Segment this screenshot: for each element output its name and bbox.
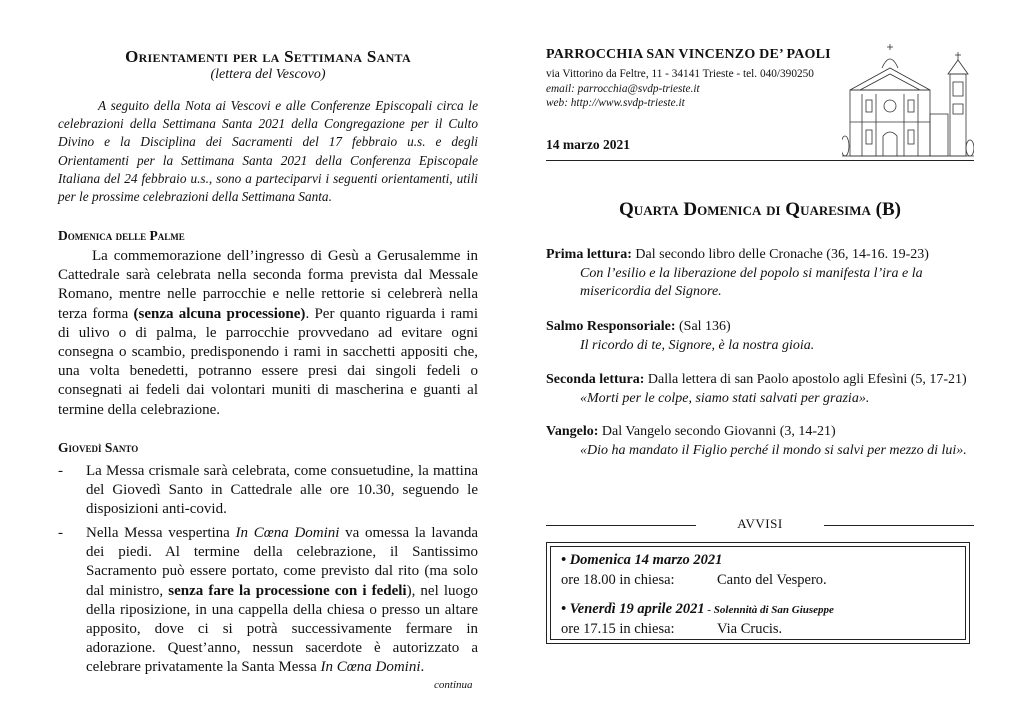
event-2-desc: Via Crucis. [717, 621, 783, 637]
event-2-title [561, 601, 834, 618]
b2-end: . [420, 659, 425, 676]
section-heading-palme: Domenica delle Palme [58, 228, 185, 243]
event-2-note: - Solennità di San Giuseppe [704, 604, 834, 616]
avvisi-line-right [824, 525, 974, 526]
event-2-title-text: • Venerdì 19 aprile 2021 [561, 601, 705, 617]
bullet-text-2 [86, 524, 478, 678]
bullet-item-1 [58, 462, 478, 520]
reading-4-text: Dal Vangelo secondo Giovanni (3, 14-21) [598, 424, 836, 439]
event-1-desc: Canto del Vespero. [717, 572, 827, 588]
event-1-title: • Domenica 14 marzo 2021 [561, 552, 723, 568]
palme-text-2: . Per quanto riguarda i rami di ulivo o di palma, le parrocchie provvedano ad evitare ogni consegna o scambio, predisponendo i rami in sacchetti appositi che, una volta benedetti, potranno essere presi dai singoli fedeli o consegnati ai fedeli dai volontari muniti di mascherina e guanti al termine della celebrazione. [58, 305, 478, 418]
avvisi-box-inner [550, 546, 966, 640]
page-title: Orientamenti per la Settimana Santa [125, 47, 411, 66]
bullet-dash-1: - [58, 463, 63, 479]
avvisi-header [546, 516, 974, 532]
parish-address: via Vittorino da Feltre, 11 - 34141 Trieste - tel. 040/390250 [546, 68, 814, 80]
parish-email: email: parrocchia@svdp-trieste.it [546, 83, 700, 95]
reading-3 [546, 371, 974, 408]
b2-part-a: Nella Messa vespertina [86, 525, 236, 541]
reading-2-quote: Il ricordo di te, Signore, è la nostra gioia. [580, 337, 815, 353]
reading-4-label: Vangelo: [546, 424, 599, 439]
church-drawing-icon [842, 44, 974, 162]
reading-1-label: Prima lettura: [546, 247, 632, 262]
avvisi-label: AVVISI [737, 516, 783, 531]
bulletin-date: 14 marzo 2021 [546, 137, 630, 152]
bullet-text-1: La Messa crismale sarà celebrata, come consuetudine, la mattina del Giovedì Santo in Cattedrale alle ore 10.30, seguendo le disposizioni anti-covid. [86, 463, 478, 518]
reading-3-text: Dalla lettera di san Paolo apostolo agli Efesìni (5, 17-21) [644, 372, 967, 387]
reading-1-quote: Con l’esilio e la liberazione del popolo si manifesta l’ira e la misericordia del Signore. [580, 265, 923, 299]
reading-2-label: Salmo Responsoriale: [546, 319, 676, 334]
reading-2-text: (Sal 136) [675, 319, 731, 334]
continua-label: continua [434, 679, 473, 691]
b2-bold: senza fare la processione con i fedeli [168, 582, 407, 599]
bullet-item-2 [58, 524, 478, 678]
avvisi-box [546, 542, 970, 644]
reading-3-label: Seconda lettura: [546, 372, 645, 387]
palme-text-bold: (senza alcuna processione) [133, 305, 306, 322]
sunday-title: Quarta Domenica di Quaresima (B) [619, 199, 901, 220]
reading-3-quote: «Morti per le colpe, siamo stati salvati per grazia». [580, 390, 870, 406]
intro-paragraph: A seguito della Nota ai Vescovi e alle Conferenze Episcopali circa le celebrazioni della Settimana Santa 2021 della Congregazione per il Culto Divino e la Disciplina dei Sacramenti del 17 febbraio u.s. e degli Orientamenti per la Settimana Santa 2021 della Conferenza Episcopale Italiana del 24 febbraio u.s., sono a parteciparvi i seguenti orientamenti, utili per le prossime celebrazioni della Settimana Santa. [58, 98, 478, 205]
reading-1-text: Dal secondo libro delle Cronache (36, 14-16. 19-23) [631, 247, 929, 262]
b2-italic-a: In Cœna Domini [235, 525, 340, 541]
page-subtitle: (lettera del Vescovo) [210, 67, 326, 82]
reading-4-quote: «Dio ha mandato il Figlio perché il mondo si salvi per mezzo di lui». [580, 442, 967, 458]
event-1-time: ore 18.00 in chiesa: [561, 572, 675, 588]
header-divider [546, 160, 974, 161]
reading-4 [546, 423, 974, 460]
reading-2 [546, 318, 974, 355]
event-2-time: ore 17.15 in chiesa: [561, 621, 675, 637]
palme-paragraph [58, 247, 478, 420]
b2-italic-b: In Cœna Domini [320, 659, 421, 676]
parish-name: PARROCCHIA SAN VINCENZO DE’ PAOLI [546, 47, 831, 62]
reading-1 [546, 246, 974, 302]
bullet-dash-2: - [58, 525, 63, 541]
section-heading-giovedi: Giovedì Santo [58, 440, 139, 455]
b2-part-c: ), nel luogo della riposizione, in una cappella della chiesa o presso un altare apposito, dove ci si potrà successivamente fermare in adorazione. Quest’anno, nessun sacerdote è autorizzato a celebrare privatamente la Santa Messa [86, 582, 479, 676]
b2-part-b: va omessa la lavanda dei piedi. Al termine della celebrazione, il Santissimo Sacramento può essere portato, come previsto dal rito (ma solo dal ministro, [86, 525, 479, 599]
parish-web: web: http://www.svdp-trieste.it [546, 97, 685, 109]
palme-text-1: La commemorazione dell’ingresso di Gesù a Gerusalemme in Cattedrale sarà celebrata nella seconda forma prevista dal Messale Romano, mentre nelle parrocchie e nelle rettorie si celebrerà nella terza forma [58, 248, 478, 322]
